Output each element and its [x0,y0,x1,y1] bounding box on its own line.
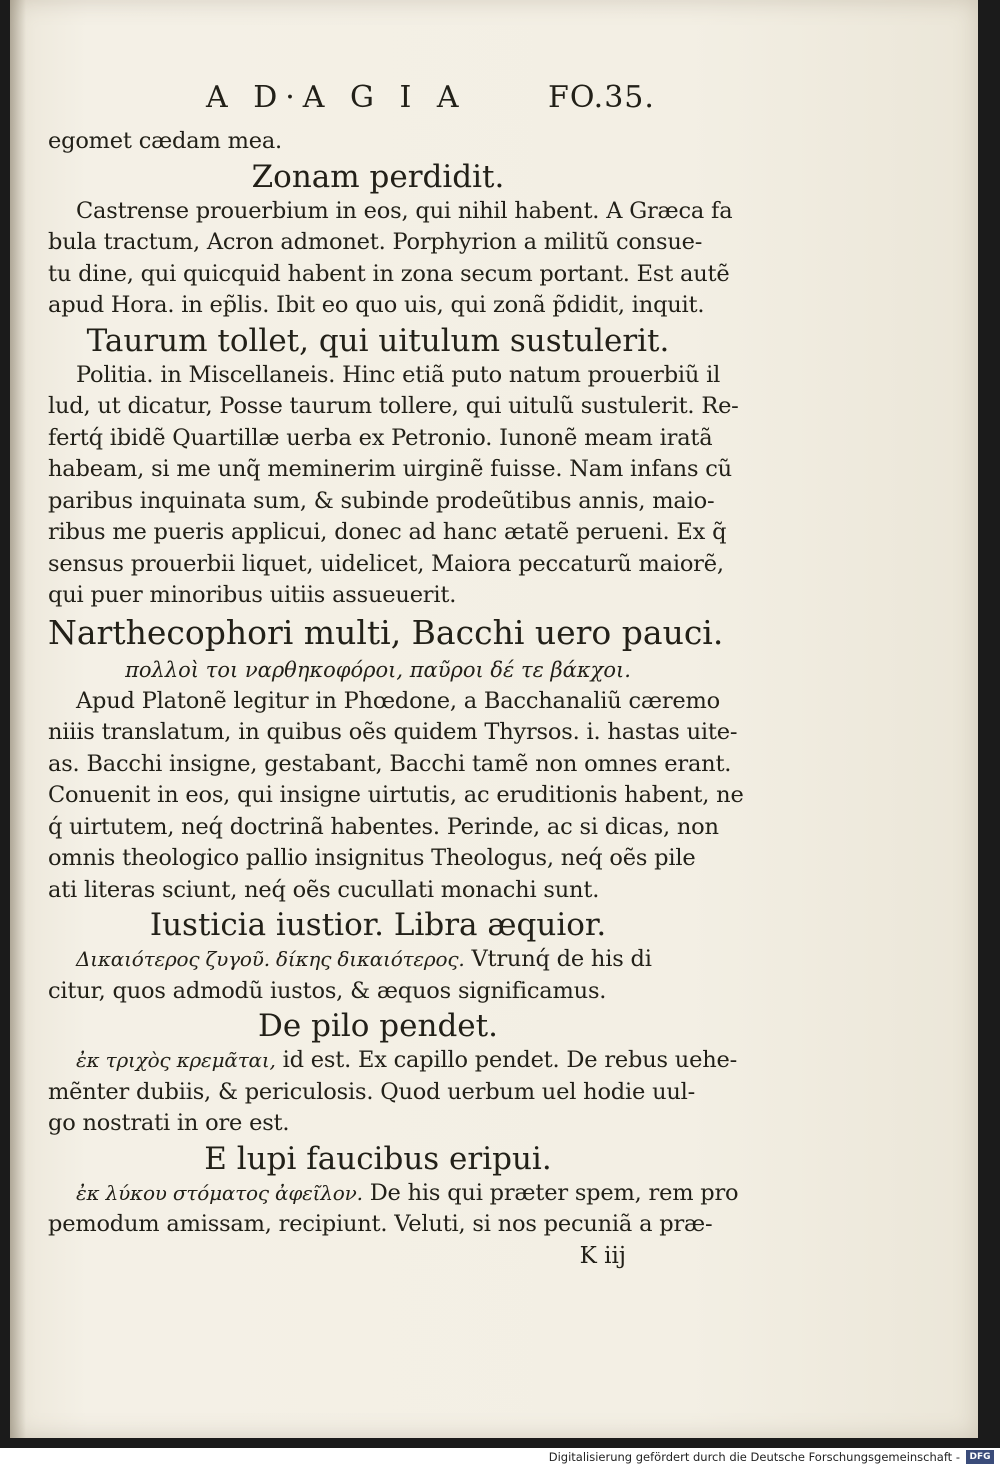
text-line: citur, quos admodũ iustos, & æquos significamus. [48,977,607,1004]
greek-quotation: Δικαιότερος ζυγοῦ. δίκης δικαιότερος. [76,947,465,971]
text-line: Conuenit in eos, qui insigne uirtutis, ac eruditionis habent, ne [48,782,744,808]
text-line: habeam, si me unq̃ meminerim uirginẽ fuisse. Nam infans cũ [48,456,732,482]
text-line: paribus inquinata sum, & subinde prodeũtibus annis, maio- [48,487,715,514]
adage-heading: E lupi faucibus eripui. [204,1140,552,1177]
text-line: egomet cædam mea. [48,128,282,154]
text-line [48,1045,738,1077]
text-line: fertq́ ibidẽ Quartillæ uerba ex Petronio. Iunonẽ meam iratã [48,424,713,451]
text-line: bula tractum, Acron admonet. Porphyrion a militũ consue- [48,229,703,255]
text-line [48,1178,739,1210]
text-line: as. Bacchi insigne, gestabant, Bacchi tamẽ non omnes erant. [48,750,732,777]
running-title: A D·A G I A [206,80,467,115]
adage-heading: De pilo pendet. [258,1008,498,1044]
gutter-shadow [10,0,26,1438]
text-line: pemodum amissam, recipiunt. Veluti, si nos pecuniã a præ- [48,1211,713,1237]
text-span: Vtrunq́ de his di [471,946,652,972]
signature-mark: K iij [579,1242,626,1269]
folio-number: FO.35. [548,80,655,115]
text-line: ati literas sciunt, neq́ oẽs cucullati monachi sunt. [48,876,600,903]
text-line: tu dine, qui quicquid habent in zona secum portant. Est autẽ [48,260,730,287]
running-head [48,78,708,126]
footer-bar [0,1448,1000,1468]
text-line: Politia. in Miscellaneis. Hinc etiã puto natum prouerbiũ il [76,361,721,388]
greek-quotation: ἐκ λύκου στόματος ἀφεῖλον. [76,1180,363,1205]
funding-credit: Digitalisierung gefördert durch die Deutsche Forschungsgemeinschaft - [548,1450,960,1464]
text-line: Apud Platonẽ legitur in Phœdone, a Bacchanaliũ cæremo [76,687,720,714]
text-line: ribus me pueris applicui, donec ad hanc ætatẽ perueni. Ex q̃ [48,519,727,545]
adage-heading: Zonam perdidit. [251,158,505,195]
text-line: go nostrati in ore est. [48,1110,290,1136]
text-span: De his qui præter spem, rem pro [369,1179,739,1206]
adage-heading: Narthecophori multi, Bacchi uero pauci. [48,612,724,652]
dfg-logo: DFG [966,1450,994,1464]
text-line: omnis theologico pallio insignitus Theologus, neq́ oẽs pile [48,845,696,871]
text-line: apud Hora. in ep̃lis. Ibit eo quo uis, qui zonã p̃didit, inquit. [48,292,705,318]
text-span: id est. Ex capillo pendet. De rebus uehe- [282,1047,738,1073]
text-line [48,944,708,976]
greek-quotation: ἐκ τριχὸς κρεμᾶται, [76,1048,276,1072]
text-line: niiis translatum, in quibus oẽs quidem Thyrsos. i. hastas uite- [48,719,738,745]
text-line: sensus prouerbii liquet, uidelicet, Maiora peccaturũ maiorẽ, [48,550,724,577]
page-text [48,78,744,1271]
text-line: lud, ut dicatur, Posse taurum tollere, qui uitulũ sustulerit. Re- [48,393,739,419]
greek-quotation: πολλοὶ τοι ναρθηκοφόροι, παῦροι δέ τε βάκχοι. [125,657,631,682]
text-line: q́ uirtutem, neq́ doctrinã habentes. Perinde, ac si dicas, non [48,813,719,840]
adage-heading: Iusticia iustior. Libra æquior. [149,907,607,943]
text-line: mẽnter dubiis, & periculosis. Quod uerbum uel hodie uul- [48,1078,696,1105]
text-line: Castrense prouerbium in eos, qui nihil habent. A Græca fa [76,197,733,224]
text-line: qui puer minoribus uitiis assueuerit. [48,582,457,608]
adage-heading: Taurum tollet, qui uitulum sustulerit. [86,322,670,359]
